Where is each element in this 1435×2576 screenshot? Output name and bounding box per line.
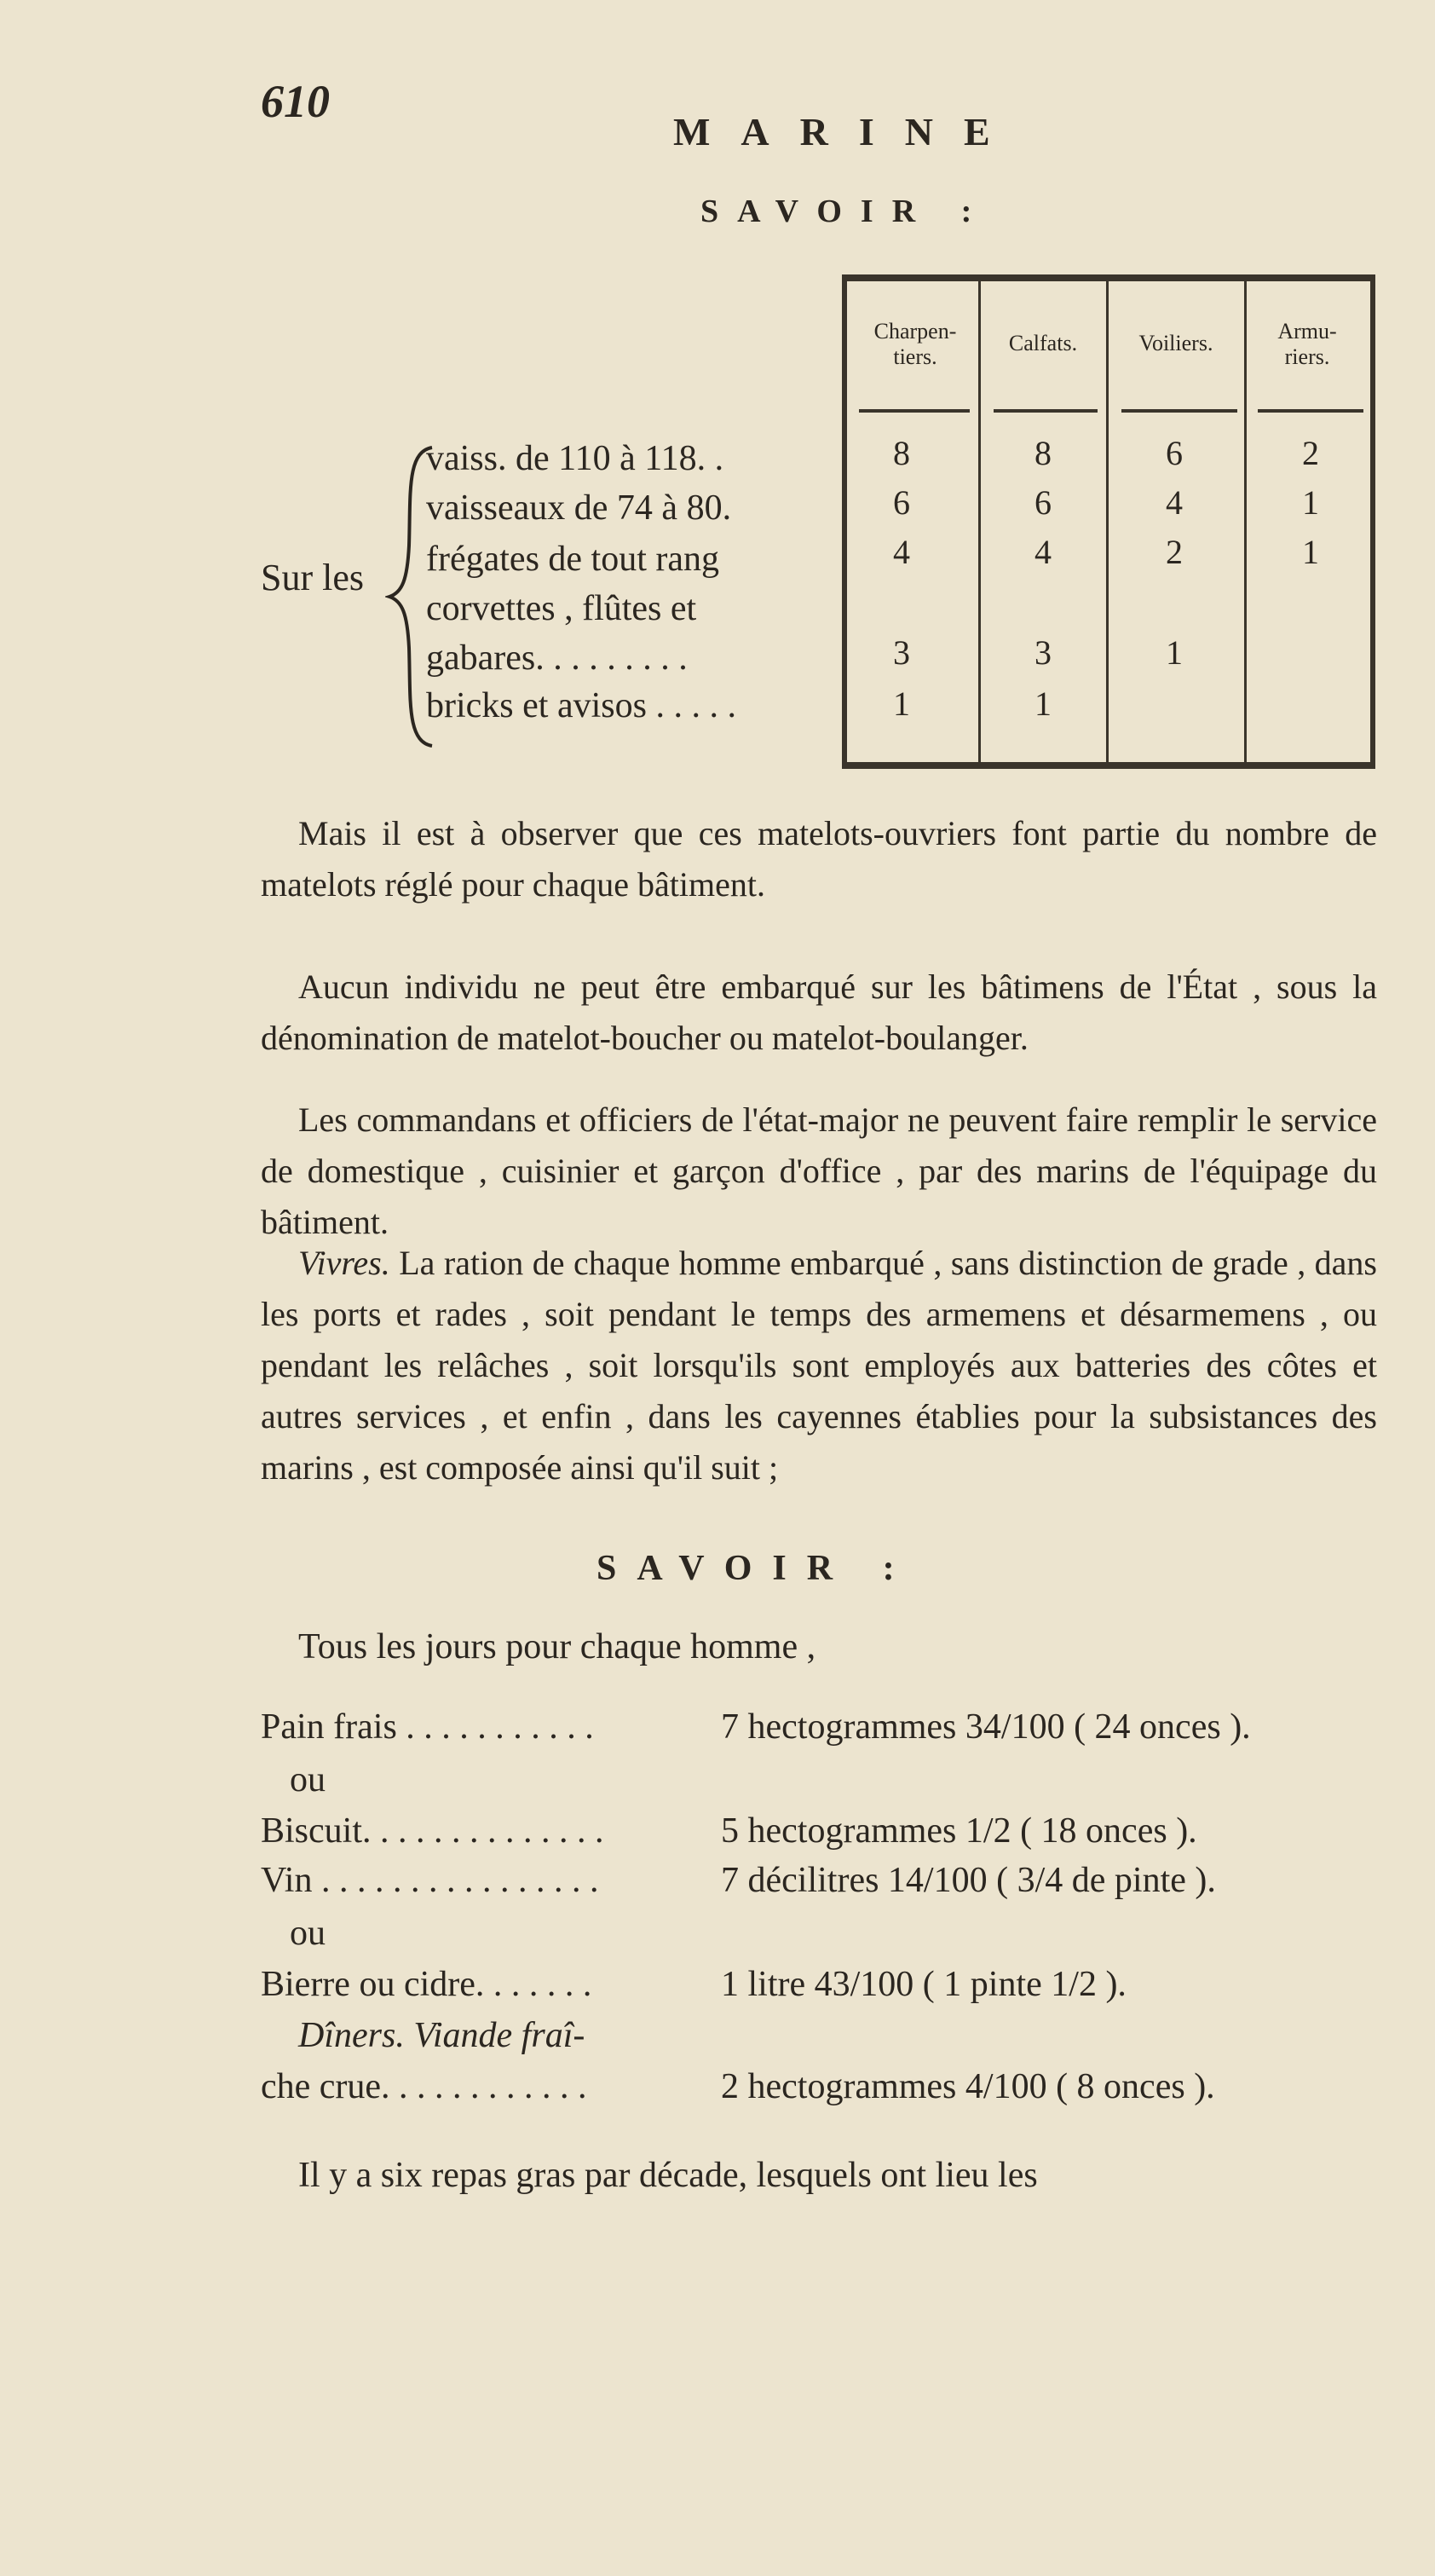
table-cell: 1 (1034, 684, 1052, 723)
header-rule (859, 409, 970, 413)
paragraph-text: Mais il est à observer que ces matelots-ouvriers font partie du nombre de matelots réglé pour chaque bâtiment. (261, 814, 1377, 904)
table-cell: 1 (1166, 633, 1183, 672)
column-divider (1244, 281, 1247, 762)
savoir-heading: SAVOIR : (700, 193, 991, 229)
table-cell: 6 (1034, 483, 1052, 522)
table-cell: 4 (893, 533, 910, 571)
ration-value: 7 hectogrammes 34/100 ( 24 onces ). (721, 1707, 1251, 1747)
crew-table (842, 274, 1375, 769)
closing-line: Il y a six repas gras par décade, lesquels ont lieu les (298, 2156, 1038, 2195)
row-label: bricks et avisos . . . . . (426, 686, 736, 725)
column-header: Calfats. (1008, 331, 1078, 355)
running-title: MARINE (673, 110, 1021, 153)
table-cell: 8 (893, 434, 910, 472)
paragraph (261, 962, 1377, 1064)
row-label: gabares. . . . . . . . . (426, 638, 688, 678)
ration-value: 2 hectogrammes 4/100 ( 8 onces ). (721, 2067, 1215, 2106)
ration-label: Pain frais . . . . . . . . . . . (261, 1707, 594, 1747)
paragraph (261, 1238, 1377, 1493)
paragraph-text: Aucun individu ne peut être embarqué sur les bâtimens de l'État , sous la dénomination de matelot-boucher ou matelot-boulanger. (261, 967, 1377, 1057)
ration-label: Biscuit. . . . . . . . . . . . . . (261, 1811, 604, 1851)
table-cell: 4 (1034, 533, 1052, 571)
row-label: vaiss. de 110 à 118. . (426, 439, 724, 478)
column-header: Voiliers. (1138, 331, 1213, 355)
paragraph (261, 1095, 1377, 1248)
table-cell: 4 (1166, 483, 1183, 522)
table-cell: 1 (893, 684, 910, 723)
ration-label: ou (290, 1914, 326, 1953)
ration-intro: Tous les jours pour chaque homme , (298, 1627, 816, 1666)
row-label: vaisseaux de 74 à 80. (426, 488, 732, 528)
table-cell: 3 (1034, 633, 1052, 672)
paragraph (261, 808, 1377, 910)
savoir-heading-2: SAVOIR : (596, 1549, 915, 1588)
table-cell: 2 (1166, 533, 1183, 571)
header-rule (1258, 409, 1363, 413)
ration-label: che crue. . . . . . . . . . . . (261, 2067, 587, 2106)
ration-label: Bierre ou cidre. . . . . . . (261, 1965, 592, 2004)
header-rule (1121, 409, 1237, 413)
ration-value: 5 hectogrammes 1/2 ( 18 onces ). (721, 1811, 1197, 1851)
vivres-label: Vivres. (298, 1244, 390, 1282)
header-rule (994, 409, 1098, 413)
table-cell: 6 (893, 483, 910, 522)
ration-label: Dîners. Viande fraî- (298, 2016, 585, 2055)
column-header: Charpen- tiers. (873, 319, 957, 369)
row-label: frégates de tout rang (426, 540, 720, 579)
table-cell: 3 (893, 633, 910, 672)
column-header: Armu- riers. (1277, 319, 1337, 369)
column-divider (1106, 281, 1109, 762)
ration-label: ou (290, 1760, 326, 1799)
table-cell: 2 (1302, 434, 1319, 472)
ration-value: 1 litre 43/100 ( 1 pinte 1/2 ). (721, 1965, 1127, 2004)
paragraph-text: Les commandans et officiers de l'état-major ne peuvent faire remplir le service de domestique , cuisinier et garçon d'office , par des marins de l'équipage du bâtiment. (261, 1100, 1377, 1241)
paragraph-text: La ration de chaque homme embarqué , sans distinction de grade , dans les ports et rades , soit pendant le temps des armemens et désarmemens , ou pendant les relâches , soit lorsqu'ils sont employés aux batteries des côtes et autres services , et enfin , dans les cayennes établies pour la subsistances des marins , est composée ainsi qu'il suit ; (261, 1244, 1378, 1487)
ration-label: Vin . . . . . . . . . . . . . . . . (261, 1861, 599, 1900)
row-label: corvettes , flûtes et (426, 589, 697, 628)
column-divider (978, 281, 981, 762)
ration-value: 7 décilitres 14/100 ( 3/4 de pinte ). (721, 1861, 1216, 1900)
table-cell: 1 (1302, 533, 1319, 571)
table-cell: 6 (1166, 434, 1183, 472)
table-cell: 1 (1302, 483, 1319, 522)
page-number: 610 (261, 76, 330, 127)
group-label: Sur les (261, 557, 364, 598)
table-cell: 8 (1034, 434, 1052, 472)
